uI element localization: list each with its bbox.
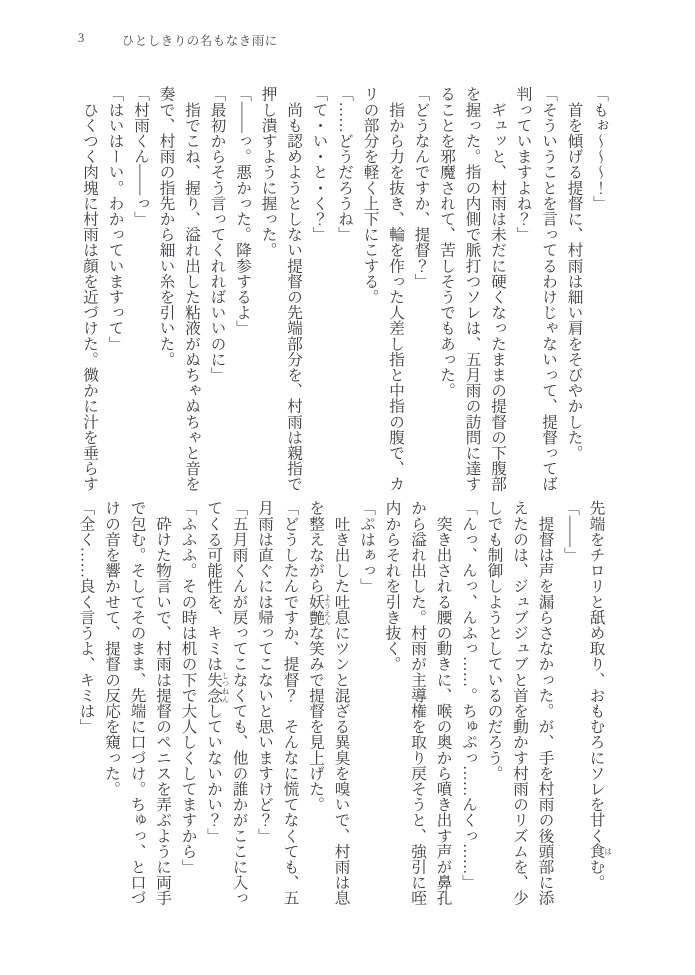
- paragraph: 「んっ、んっ、んふっ……。ちゅぷっ……んくっ……」: [460, 500, 477, 890]
- paragraph: 「そういうことを言ってるわけじゃないって、提督ってば判っていますよね？」: [514, 86, 557, 492]
- page-number: 3: [78, 31, 85, 45]
- paragraph: 砕けた物言いで、村雨は提督のペニスを弄ぶように両手で包む。そしてそのまま、先端に口づけ。ちゅっ、と口づけの音を響かせて、提督の反応を窺った。: [103, 500, 171, 906]
- paragraph: 「どうしたんですか、提督？ そんなに慌てなくても、五月雨は直ぐには帰ってこないと思いますけど？」: [256, 500, 299, 906]
- text-block-lower: [73, 500, 612, 906]
- paragraph: 「――っ。悪かった。降参するよ」: [234, 86, 251, 336]
- paragraph: 「て・い・と・く？」: [310, 86, 328, 242]
- paragraph: 先端をチロリと舐め取り、おもむろにソレを甘く食 はむ。: [587, 500, 613, 891]
- paragraph: 突き出される腰の動きに、喉の奥から噴き出す声が鼻孔から溢れ出した。村雨が主導権を取り戻そうと、強引に咥内からそれを引き抜く。: [383, 500, 452, 906]
- paragraph: 「村雨くん――っ」: [132, 86, 149, 227]
- paragraph: ギュッと、村雨は未だに硬くなったままの提督の下腹部を握った。指の内側で脈打つソレは、五月雨の訪問に達することを邪魔されて、苦しそうでもあった。: [438, 86, 506, 492]
- paragraph: 「――」: [562, 500, 579, 563]
- paragraph: 「最初からそう言ってくれればいいのに」: [208, 86, 226, 383]
- paragraph: 指でこね、握り、溢れ出した粘液がぬちゃぬちゃと音を奏で、村雨の指先から細い糸を引いた。: [157, 86, 200, 492]
- paragraph: 「ふふふ。その時は机の下で大人しくしてますから」: [179, 500, 197, 875]
- paragraph: 「はいはーい。わかっていますって」: [106, 86, 124, 352]
- paragraph: 「……どうだろうね」: [336, 86, 353, 242]
- text-block-upper: [77, 86, 613, 492]
- paragraph: 吐き出した吐息にツンと混ざる異臭を嗅いで、村雨は息を整えながら妖艶 ようえんな笑みで提督を見上げた。: [307, 500, 350, 906]
- paragraph: 尚も認めようとしない提督の先端部分を、村雨は親指で押し潰すように握った。: [259, 86, 302, 492]
- paragraph: 「もぉ〜〜〜！」: [591, 86, 608, 211]
- running-title: ひとしきりの名もなき雨に: [121, 34, 278, 48]
- paragraph: 提督は声を漏らさなかった。が、手を村雨の後頭部に添えたのは、ジュブジュブと首を動かす村雨のリズムを、少しでも制御しようとしているのだろう。: [485, 500, 554, 906]
- paragraph: 「ぷはぁっ」: [358, 500, 375, 594]
- paragraph: 指から力を抜き、輪を作った人差し指と中指の腹で、カリの部分を軽く上下にこする。: [361, 86, 404, 492]
- page-header: [78, 31, 278, 49]
- paragraph: 「どうなんですか、提督？」: [412, 86, 430, 289]
- paragraph: ひくつく肉塊に村雨は顔を近づけた。微かに汁を垂らす: [81, 86, 98, 492]
- paragraph: 首を傾げる提督に、村雨は細い肩をそびやかした。: [565, 86, 583, 461]
- paragraph: 「五月雨くんが戻ってこなくても、他の誰かがここに入ってくる可能性を、キミは失念 しつねんしていないかい？」: [205, 500, 248, 906]
- paragraph: 「全く……良く言うよ、キミは」: [77, 500, 95, 734]
